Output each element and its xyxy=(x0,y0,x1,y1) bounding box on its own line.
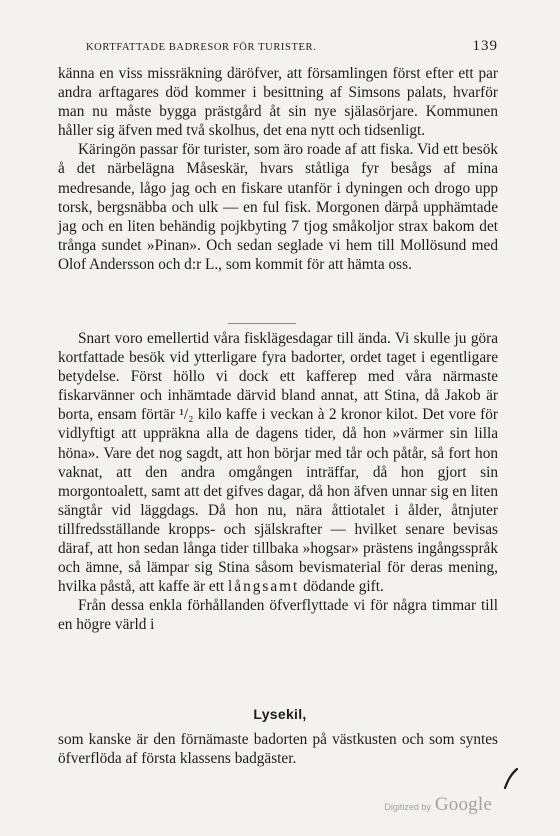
paragraph-lysekil: som kanske är den förnämaste badorten på västkusten och som syntes öfverflöda af första klassens badgäster. xyxy=(58,731,498,768)
page-number: 139 xyxy=(472,38,498,54)
coffee-text-end: dödande gift. xyxy=(299,578,384,596)
text-block-lower xyxy=(58,730,498,768)
watermark-brand: Google xyxy=(434,794,492,815)
text-block-middle xyxy=(58,329,498,635)
section-heading-lysekil: Lysekil, xyxy=(253,706,307,722)
coffee-text-start: Snart voro emellertid våra fisklägesdagar till ända. Vi skulle ju göra kortfattade besök vid ytterligare fyra badorter, ordet taget i egentligare betydelse. Först höllo vi dock ett kafferep med våra närmaste fiskarvänner och inhämtade därvid bland annat, att Stina, då Jakob är borta, ensam förtär xyxy=(58,330,498,424)
running-head xyxy=(58,40,498,56)
paragraph-coffee xyxy=(58,329,498,596)
digitization-watermark xyxy=(384,794,492,816)
section-divider xyxy=(228,323,296,324)
paragraph-transition: Från dessa enkla förhållanden öfverflyttade vi för några timmar till en högre värld i xyxy=(58,597,498,634)
text-block-upper xyxy=(58,64,498,274)
running-title: KORTFATTADE BADRESOR FÖR TURISTER. xyxy=(86,42,317,53)
watermark-prefix: Digitized by xyxy=(384,802,431,812)
scan-mark-icon xyxy=(502,766,520,790)
paragraph-continued: känna en viss missräkning däröfver, att församlingen först efter ett par andra arftagares död kommer i besittning af Simsons palats, hvarför man nu måste bygga prästgård åt sin nye själasörjare. Kommunen håller sig äfven med två skolhus, det ena nytt och tidsenligt. xyxy=(58,65,498,140)
paragraph-karingon: Käringön passar för turister, som äro roade af att fiska. Vid ett besök å det närbelägna Måseskär, hvars ståtliga fyr besågs af mina medresande, lågo jag och en fiskare utanför i dyningen och drogo upp torsk, bergsnäbba och ulk — en ful fisk. Morgonen därpå upphämtade jag och en liten behändig pojkbyting 7 tjog småkoljor strax bakom det trånga sundet »Pinan». Och sedan seglade vi hem till Mollösund med Olof Andersson och d:r L., som kommit för att hämta oss. xyxy=(58,141,498,273)
fraction-half: ¹/₂ xyxy=(179,406,194,424)
emphasized-word: långsamt xyxy=(228,578,300,596)
coffee-text-middle: kilo kaffe i veckan à 2 kronor kilot. Det vore för vidlyftigt att uppräkna alla de dagens tider, då hon »värmer sin lilla höna». Vare det nog sagdt, att hon börjar med tår och påtår, så fort hon vaknat, att den andra omgången inträffar, då hon gjort sin morgontoalett, samt att det gifves dagar, då hon äfven unnar sig en liten sängtår vid läggdags. Då hon nu, nära åttiotalet i ålder, åtnjuter tillfredsställande kropps- och själskrafter — hvilket senare bevisas däraf, att hon sedan långa tider tillbaka »hogsar» prästens ingångsspråk och ämne, så lämpar sig Stina såsom bevismaterial för deras mening, hvilka påstå, att kaffe är ett xyxy=(58,406,498,596)
